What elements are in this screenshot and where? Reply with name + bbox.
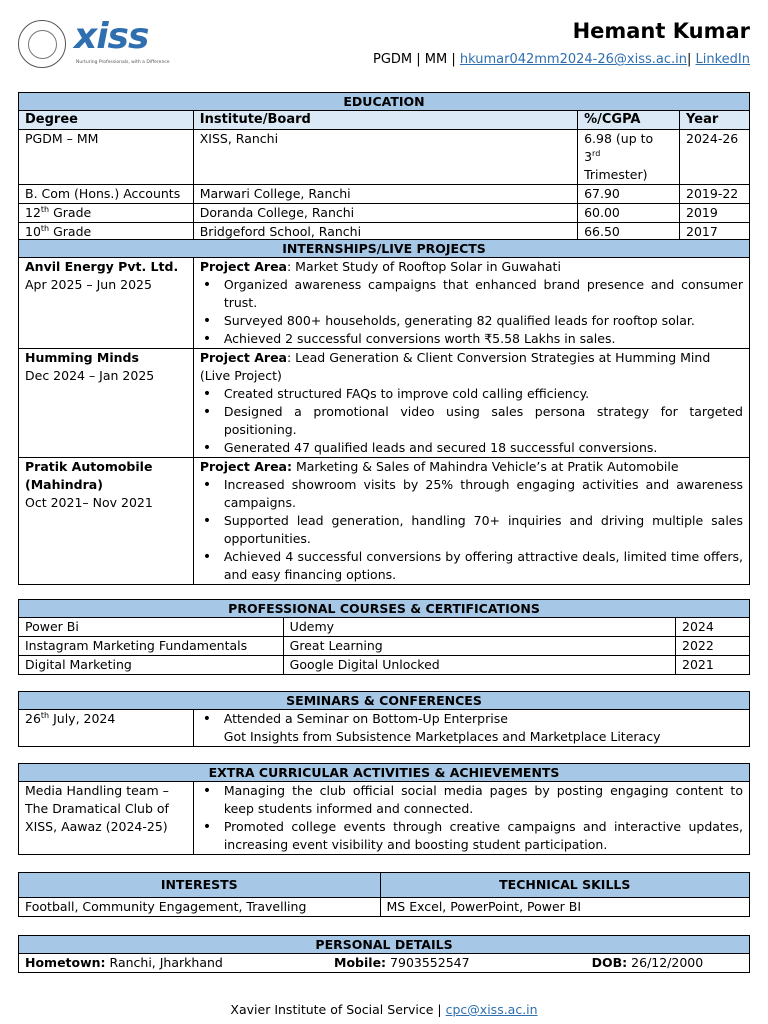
col-degree: Degree bbox=[19, 111, 194, 130]
personal-title: PERSONAL DETAILS bbox=[19, 936, 750, 954]
skills-text: MS Excel, PowerPoint, Power BI bbox=[380, 898, 750, 917]
org-name: Humming Minds bbox=[25, 350, 139, 365]
list-item: • Managing the club official social media pages by posting engaging content to keep students informed and connected. bbox=[200, 782, 743, 818]
table-row bbox=[19, 618, 750, 637]
year-cell: 2017 bbox=[680, 223, 750, 242]
extra-table bbox=[18, 763, 750, 855]
score-cell: 66.50 bbox=[578, 223, 680, 242]
org-dates: Dec 2024 – Jan 2025 bbox=[25, 368, 155, 383]
list-item: • Achieved 4 successful conversions by offering attractive deals, limited time offers, and easy financing options. bbox=[200, 548, 743, 584]
org-dates: Apr 2025 – Jun 2025 bbox=[25, 277, 152, 292]
degree-cell: 10th Grade bbox=[19, 223, 194, 242]
year-cell: 2019 bbox=[680, 204, 750, 223]
internship-row bbox=[19, 458, 750, 585]
project-cell: Project Area: Marketing & Sales of Mahindra Vehicle’s at Pratik Automobile • Increased showroom visits by 25% through engaging activities and awareness campaigns. • Supported lead generation, handling 70+ inquiries and driving multiple sales opportunities. • Achieved 4 successful conversions by offering attractive deals, limited time offers, and easy financing options. bbox=[193, 458, 749, 585]
col-institute: Institute/Board bbox=[193, 111, 577, 130]
table-row bbox=[19, 130, 750, 185]
year-cell: 2024 bbox=[676, 618, 750, 637]
table-row bbox=[19, 637, 750, 656]
linkedin-link[interactable]: LinkedIn bbox=[695, 52, 750, 67]
institute-cell: Doranda College, Ranchi bbox=[193, 204, 577, 223]
list-item: • Increased showroom visits by 25% through engaging activities and awareness campaigns. bbox=[200, 476, 743, 512]
course-cell: Digital Marketing bbox=[19, 656, 284, 675]
list-item: • Generated 47 qualified leads and secured 18 successful conversions. bbox=[200, 439, 743, 457]
table-row bbox=[19, 204, 750, 223]
table-row bbox=[19, 656, 750, 675]
email-link[interactable]: hkumar042mm2024-26@xiss.ac.in bbox=[459, 52, 687, 67]
bullet-list bbox=[200, 276, 743, 348]
col-score: %/CGPA bbox=[578, 111, 680, 130]
institute-cell: Marwari College, Ranchi bbox=[193, 185, 577, 204]
project-cell: Project Area: Lead Generation & Client Conversion Strategies at Humming Mind (Live Project) • Created structured FAQs to improve cold calling efficiency. • Designed a promotional video using sales persona strategy for targeted positioning. • Generated 47 qualified leads and secured 18 successful conversions. bbox=[193, 349, 749, 458]
list-item: • Surveyed 800+ households, generating 82 qualified leads for rooftop solar. bbox=[200, 312, 743, 330]
candidate-name: Hemant Kumar bbox=[572, 19, 750, 43]
project-area-label: Project Area: bbox=[199, 459, 292, 474]
table-row bbox=[19, 954, 750, 973]
course-cell: Power Bi bbox=[19, 618, 284, 637]
list-item: • Attended a Seminar on Bottom-Up Enterprise Got Insights from Subsistence Marketplaces and Marketplace Literacy bbox=[200, 710, 743, 746]
year-cell: 2022 bbox=[676, 637, 750, 656]
interests-text: Football, Community Engagement, Travelling bbox=[19, 898, 381, 917]
provider-cell: Google Digital Unlocked bbox=[283, 656, 675, 675]
org-cell bbox=[19, 349, 194, 458]
provider-cell: Udemy bbox=[283, 618, 675, 637]
col-year: Year bbox=[680, 111, 750, 130]
program-text: PGDM | MM | bbox=[372, 52, 456, 67]
institute-cell: Bridgeford School, Ranchi bbox=[193, 223, 577, 242]
project-cell: Project Area: Market Study of Rooftop Solar in Guwahati • Organized awareness campaigns that enhanced brand presence and consumer trust. • Surveyed 800+ households, generating 82 qualified leads for rooftop solar. • Achieved 2 successful conversions worth ₹5.58 Lakhs in sales. bbox=[193, 258, 749, 349]
footer-email-link[interactable]: cpc@xiss.ac.in bbox=[445, 1002, 538, 1017]
xiss-seal-icon bbox=[18, 20, 66, 68]
bullet-list bbox=[200, 476, 743, 584]
interests-title: INTERESTS bbox=[19, 873, 381, 898]
list-item: • Promoted college events through creative campaigns and interactive updates, increasing event visibility and boosting student participation. bbox=[200, 818, 743, 854]
resume-header bbox=[18, 14, 750, 74]
provider-cell: Great Learning bbox=[283, 637, 675, 656]
hometown-cell: Hometown: Ranchi, Jharkhand bbox=[19, 954, 329, 973]
table-row bbox=[19, 710, 750, 747]
list-item: • Created structured FAQs to improve cold calling efficiency. bbox=[200, 385, 743, 403]
org-name: Anvil Energy Pvt. Ltd. bbox=[25, 259, 179, 274]
table-row bbox=[19, 782, 750, 855]
score-cell: 60.00 bbox=[578, 204, 680, 223]
org-name: Pratik Automobile (Mahindra) bbox=[25, 459, 153, 492]
dob-cell: DOB: 26/12/2000 bbox=[586, 954, 750, 973]
institute-cell: XISS, Ranchi bbox=[193, 130, 577, 185]
score-cell: 67.90 bbox=[578, 185, 680, 204]
skills-title: TECHNICAL SKILLS bbox=[380, 873, 750, 898]
seminars-table bbox=[18, 691, 750, 747]
course-cell: Instagram Marketing Fundamentals bbox=[19, 637, 284, 656]
year-cell: 2024-26 bbox=[680, 130, 750, 185]
internship-row bbox=[19, 349, 750, 458]
seminar-details bbox=[193, 710, 749, 747]
project-area-label: Project Area bbox=[199, 350, 287, 365]
courses-title: PROFESSIONAL COURSES & CERTIFICATIONS bbox=[19, 600, 750, 618]
education-table bbox=[18, 92, 750, 242]
footer-text: Xavier Institute of Social Service | bbox=[230, 1002, 446, 1017]
org-cell bbox=[19, 458, 194, 585]
table-row bbox=[19, 185, 750, 204]
separator: | bbox=[686, 52, 692, 67]
degree-cell: PGDM – MM bbox=[19, 130, 194, 185]
org-dates: Oct 2021– Nov 2021 bbox=[25, 495, 153, 510]
degree-cell: 12th Grade bbox=[19, 204, 194, 223]
score-cell: 6.98 (up to 3rd Trimester) bbox=[578, 130, 680, 185]
internships-table bbox=[18, 239, 750, 585]
brand-tagline: Nurturing Professionals, with a Difference bbox=[76, 60, 170, 65]
personal-table bbox=[18, 935, 750, 973]
table-row bbox=[19, 898, 750, 917]
list-item: • Supported lead generation, handling 70+ inquiries and driving multiple sales opportunities. bbox=[200, 512, 743, 548]
extra-title: EXTRA CURRICULAR ACTIVITIES & ACHIEVEMENTS bbox=[19, 764, 750, 782]
degree-cell: B. Com (Hons.) Accounts bbox=[19, 185, 194, 204]
list-item: • Organized awareness campaigns that enhanced brand presence and consumer trust. bbox=[200, 276, 743, 312]
interests-skills-table bbox=[18, 872, 750, 917]
xiss-logo bbox=[18, 16, 170, 70]
internship-row bbox=[19, 258, 750, 349]
bullet-list bbox=[200, 385, 743, 457]
org-cell bbox=[19, 258, 194, 349]
courses-table bbox=[18, 599, 750, 675]
brand-wordmark: xiss bbox=[74, 16, 149, 57]
project-area-label: Project Area bbox=[199, 259, 287, 274]
mobile-cell: Mobile: 7903552547 bbox=[328, 954, 586, 973]
education-title: EDUCATION bbox=[19, 93, 750, 111]
year-cell: 2021 bbox=[676, 656, 750, 675]
seminars-title: SEMINARS & CONFERENCES bbox=[19, 692, 750, 710]
page-footer bbox=[0, 1002, 768, 1017]
internships-title: INTERNSHIPS/LIVE PROJECTS bbox=[19, 240, 750, 258]
contact-line bbox=[373, 52, 750, 67]
role-cell: Media Handling team – The Dramatical Club of XISS, Aawaz (2024-25) bbox=[19, 782, 194, 855]
achievements-cell bbox=[193, 782, 749, 855]
seminar-date: 26th July, 2024 bbox=[19, 710, 194, 747]
year-cell: 2019-22 bbox=[680, 185, 750, 204]
list-item: • Achieved 2 successful conversions worth ₹5.58 Lakhs in sales. bbox=[200, 330, 743, 348]
list-item: • Designed a promotional video using sales persona strategy for targeted positioning. bbox=[200, 403, 743, 439]
